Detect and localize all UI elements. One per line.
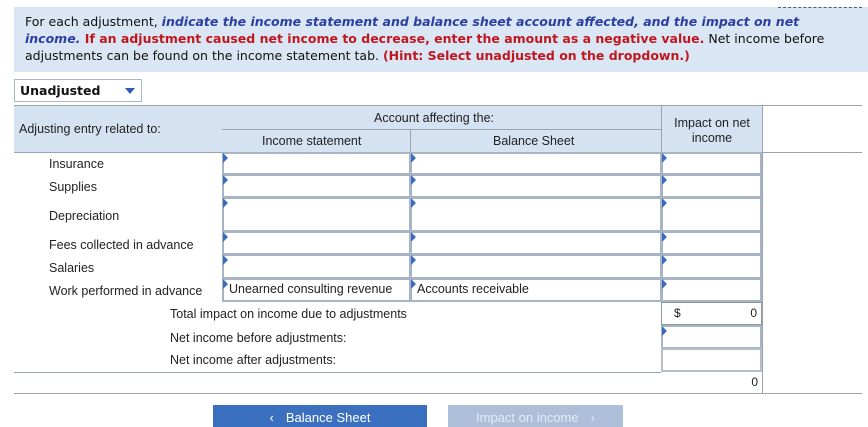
dropdown-marker-icon bbox=[662, 232, 667, 242]
dropdown-marker-icon bbox=[411, 153, 416, 163]
dropdown-marker-icon bbox=[223, 153, 228, 163]
header-impact-label: Impact on net income bbox=[674, 116, 750, 145]
grid-line bbox=[762, 105, 763, 393]
total-impact-value bbox=[661, 302, 762, 325]
balance-sheet-select[interactable] bbox=[410, 278, 662, 302]
header-balance-sheet-label: Balance Sheet bbox=[493, 134, 575, 148]
row-label-work-performed: Work performed in advance bbox=[49, 284, 203, 298]
balance-sheet-select[interactable] bbox=[410, 254, 662, 279]
dropdown-marker-icon bbox=[411, 279, 416, 289]
dropdown-marker-icon bbox=[223, 255, 228, 265]
chevron-left-icon: ‹ bbox=[269, 409, 274, 425]
income-statement-select[interactable] bbox=[222, 197, 411, 232]
dropdown-marker-icon bbox=[662, 198, 667, 208]
income-statement-select[interactable] bbox=[222, 231, 411, 255]
dropdown-marker-icon bbox=[411, 198, 416, 208]
row-label-fees-collected: Fees collected in advance bbox=[49, 238, 194, 252]
header-account-group-label: Account affecting the: bbox=[374, 111, 494, 125]
chevron-right-icon: › bbox=[590, 409, 595, 425]
dropdown-marker-icon bbox=[662, 175, 667, 185]
balance-sheet-select[interactable] bbox=[410, 231, 662, 255]
dropdown-marker-icon bbox=[662, 153, 667, 163]
balance-sheet-select[interactable] bbox=[410, 174, 662, 198]
instructions-text: For each adjustment, bbox=[25, 14, 162, 29]
row-label-depreciation: Depreciation bbox=[49, 209, 120, 223]
balance-sheet-select[interactable] bbox=[410, 152, 662, 175]
prev-button-label: Balance Sheet bbox=[285, 409, 371, 425]
net-income-after-number: 0 bbox=[751, 375, 758, 389]
dropdown-marker-icon bbox=[662, 255, 667, 265]
header-income-statement-label: Income statement bbox=[262, 134, 362, 148]
dropdown-marker-icon bbox=[223, 279, 228, 289]
dropdown-selected-value: Unadjusted bbox=[20, 83, 101, 98]
instructions-negative-note: If an adjustment caused net income to decrease, enter the amount as a negative value. bbox=[80, 31, 705, 46]
impact-input[interactable] bbox=[661, 231, 762, 255]
next-button-label: Impact on income bbox=[476, 409, 579, 425]
instructions-emphasis: indicate the income statement and balance sheet account affected, and the impact on net income. bbox=[25, 14, 800, 46]
grid-line bbox=[14, 105, 862, 106]
net-income-before-input[interactable] bbox=[661, 325, 762, 349]
prev-balance-sheet-button[interactable] bbox=[213, 405, 427, 427]
impact-input[interactable] bbox=[661, 254, 762, 279]
instructions-note: Net income before adjustments can be found on the income statement tab. bbox=[25, 31, 825, 63]
net-income-before-label: Net income before adjustments: bbox=[170, 331, 347, 345]
impact-input[interactable] bbox=[661, 174, 762, 198]
income-statement-select[interactable] bbox=[222, 278, 411, 302]
grid-line bbox=[14, 393, 862, 394]
dropdown-marker-icon bbox=[223, 198, 228, 208]
impact-input[interactable] bbox=[661, 152, 762, 175]
total-impact-label: Total impact on income due to adjustments bbox=[170, 307, 407, 321]
impact-input[interactable] bbox=[661, 197, 762, 232]
income-statement-select[interactable] bbox=[222, 174, 411, 198]
currency-symbol: $ bbox=[674, 306, 681, 320]
dropdown-marker-icon bbox=[662, 279, 667, 289]
dropdown-marker-icon bbox=[411, 232, 416, 242]
grid-line bbox=[410, 129, 411, 152]
dropdown-marker-icon bbox=[223, 232, 228, 242]
row-label-supplies: Supplies bbox=[49, 180, 97, 194]
row-label-insurance: Insurance bbox=[49, 157, 104, 171]
row-label-salaries: Salaries bbox=[49, 261, 95, 275]
net-income-after-spacer bbox=[661, 348, 762, 372]
income-statement-select[interactable] bbox=[222, 152, 411, 175]
grid-line bbox=[14, 372, 762, 373]
balance-sheet-select[interactable] bbox=[410, 197, 662, 232]
income-statement-select[interactable] bbox=[222, 254, 411, 279]
dropdown-marker-icon bbox=[223, 175, 228, 185]
income-statement-value: Unearned consulting revenue bbox=[229, 282, 393, 296]
grid-line bbox=[222, 129, 661, 130]
dropdown-marker-icon bbox=[411, 255, 416, 265]
header-adjusting-label: Adjusting entry related to: bbox=[19, 122, 161, 136]
instructions-panel bbox=[14, 7, 868, 72]
dropdown-marker-icon bbox=[411, 175, 416, 185]
divider bbox=[778, 7, 862, 8]
instructions-hint: (Hint: Select unadjusted on the dropdown.) bbox=[382, 48, 690, 63]
net-income-after-label: Net income after adjustments: bbox=[170, 353, 337, 367]
statement-version-dropdown[interactable] bbox=[14, 79, 142, 102]
total-impact-number: 0 bbox=[750, 306, 757, 320]
net-income-after-value bbox=[661, 372, 762, 393]
impact-input[interactable] bbox=[661, 278, 762, 302]
chevron-down-icon bbox=[125, 88, 135, 94]
next-impact-on-income-button[interactable] bbox=[448, 405, 623, 427]
dropdown-marker-icon bbox=[662, 326, 667, 336]
balance-sheet-value: Accounts receivable bbox=[417, 282, 529, 296]
